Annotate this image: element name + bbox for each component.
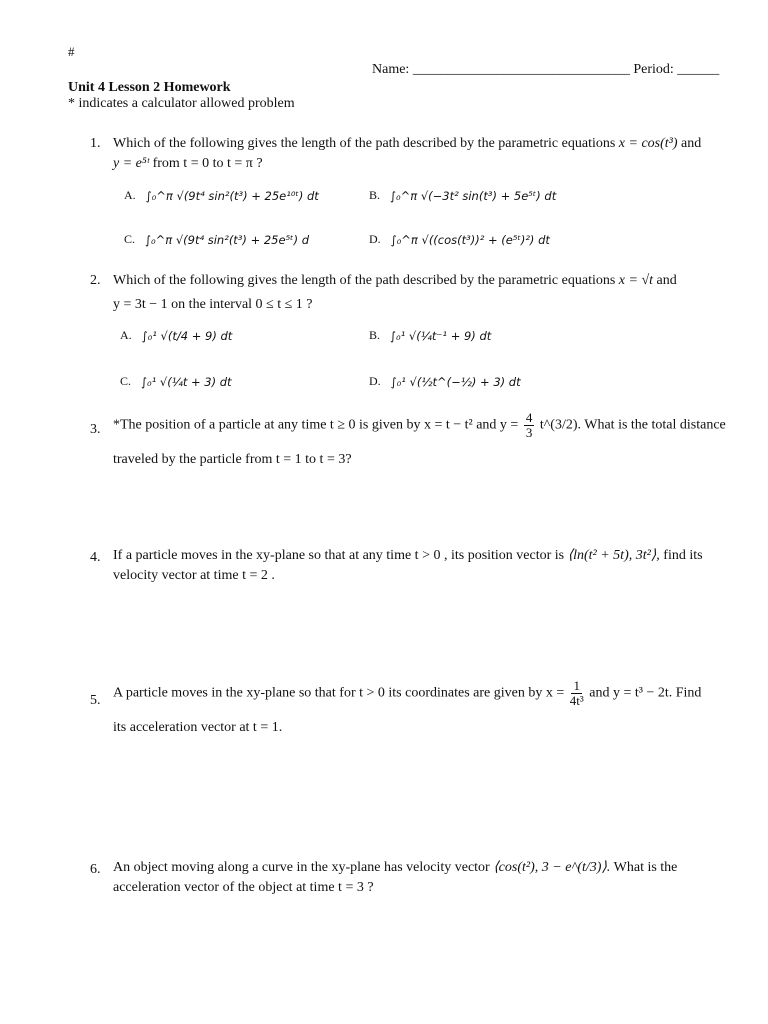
question-4-line1-end: find its	[663, 548, 703, 563]
option-letter: C.	[120, 374, 132, 388]
question-2-option-b[interactable]	[369, 328, 491, 343]
question-5-line2: its acceleration vector at t = 1.	[113, 720, 283, 735]
name-period-line	[372, 62, 719, 78]
fraction-numerator: 4	[525, 410, 533, 425]
question-1-x-expr: x = cos(t³)	[618, 136, 678, 151]
option-expression: ∫₀¹ √(¼t + 3) dt	[141, 374, 232, 389]
option-letter: B.	[369, 188, 381, 202]
option-expression: ∫₀¹ √(t/4 + 9) dt	[141, 328, 233, 343]
question-1-and: and	[681, 136, 702, 151]
question-6-text	[113, 858, 733, 898]
option-letter: D.	[369, 374, 381, 388]
question-2-number: 2.	[90, 273, 101, 288]
question-2-option-c[interactable]	[120, 374, 232, 389]
question-2-option-a[interactable]	[120, 328, 232, 343]
question-3-text	[113, 411, 733, 470]
question-1-option-a[interactable]	[124, 188, 319, 203]
option-letter: C.	[124, 232, 136, 246]
fraction-numerator: 1	[573, 678, 580, 693]
question-1-option-c[interactable]	[124, 232, 309, 247]
question-2-text	[113, 271, 713, 315]
option-letter: B.	[369, 328, 381, 342]
hash-mark: #	[68, 44, 75, 59]
worksheet-subtitle: * indicates a calculator allowed problem	[68, 96, 295, 111]
worksheet-title: Unit 4 Lesson 2 Homework	[68, 80, 231, 95]
question-5-text	[113, 679, 733, 738]
question-1-text	[113, 134, 713, 174]
question-4-line1: If a particle moves in the xy-plane so that at any time t > 0 , its position vector is	[113, 548, 565, 563]
name-field-label: Name: _______________________________	[372, 62, 630, 77]
option-expression: ∫₀^π √((cos(t³))² + (e⁵ᵗ)²) dt	[390, 232, 550, 247]
question-2-line2: y = 3t − 1 on the interval 0 ≤ t ≤ 1 ?	[113, 297, 313, 312]
question-5-number: 5.	[90, 693, 101, 708]
question-4-position-vector: ⟨ln(t² + 5t), 3t²⟩,	[567, 548, 660, 563]
question-1-option-b[interactable]	[369, 188, 556, 203]
question-4-number: 4.	[90, 550, 101, 565]
question-6-number: 6.	[90, 862, 101, 877]
question-3-line1-post: t^(3/2). What is the total distance	[539, 417, 726, 433]
question-5-fraction	[570, 679, 584, 708]
fraction-denominator: 4t³	[569, 693, 584, 708]
period-field-label: Period: ______	[633, 62, 720, 77]
question-3-number: 3.	[90, 422, 101, 437]
question-4-text	[113, 546, 733, 586]
question-3-line1: *The position of a particle at any time t ≥ 0 is given by x = t − t² and y =	[113, 417, 519, 433]
question-6-line1-end: What is the	[613, 860, 678, 875]
question-1-option-d[interactable]	[369, 232, 550, 247]
question-1-number: 1.	[90, 136, 101, 151]
option-expression: ∫₀¹ √(¼t⁻¹ + 9) dt	[390, 328, 492, 343]
question-3-line2: traveled by the particle from t = 1 to t = 3?	[113, 452, 352, 467]
question-2-and: and	[656, 273, 677, 288]
question-2-x-expr: x = √t	[618, 273, 654, 288]
option-expression: ∫₀^π √(−3t² sin(t³) + 5e⁵ᵗ) dt	[390, 188, 557, 203]
option-expression: ∫₀^π √(9t⁴ sin²(t³) + 25e¹⁰ᵗ) dt	[145, 188, 319, 203]
question-5-line1: A particle moves in the xy-plane so that for t > 0 its coordinates are given by x =	[113, 685, 565, 701]
question-1-line2: from t = 0 to t = π ?	[152, 156, 263, 171]
question-5-line1-post: and y = t³ − 2t. Find	[589, 685, 702, 701]
question-2-line1: Which of the following gives the length of the path described by the parametric equations	[113, 273, 616, 288]
question-2-option-d[interactable]	[369, 374, 521, 389]
question-6-line2: acceleration vector of the object at time t = 3 ?	[113, 880, 374, 895]
fraction-denominator: 3	[525, 425, 533, 440]
question-6-line1: An object moving along a curve in the xy-plane has velocity vector	[113, 860, 490, 875]
question-4-line2: velocity vector at time t = 2 .	[113, 568, 275, 583]
option-letter: A.	[120, 328, 132, 342]
question-6-velocity-vector: ⟨cos(t²), 3 − e^(t/3)⟩.	[493, 860, 611, 875]
option-expression: ∫₀¹ √(½t^(−½) + 3) dt	[390, 374, 521, 389]
question-3-fraction	[524, 411, 535, 440]
option-expression: ∫₀^π √(9t⁴ sin²(t³) + 25e⁵ᵗ) d	[145, 232, 310, 247]
question-1-line1: Which of the following gives the length of the path described by the parametric equations	[113, 136, 616, 151]
option-letter: D.	[369, 232, 381, 246]
question-1-y-expr: y = e⁵ᵗ	[113, 156, 150, 171]
option-letter: A.	[124, 188, 136, 202]
